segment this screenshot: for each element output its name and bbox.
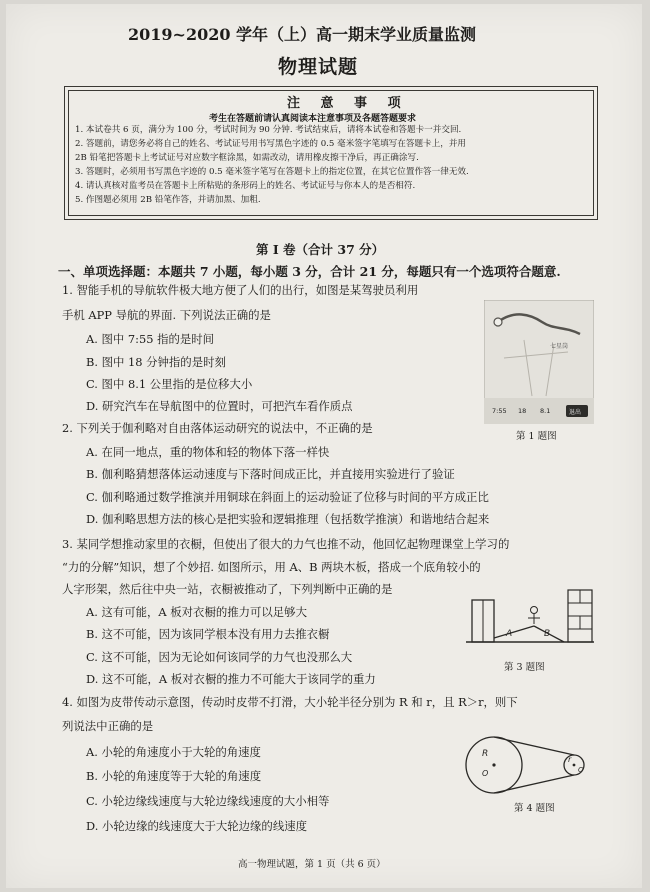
question-4-stem: 4. 如图为皮带传动示意图，传动时皮带不打滑，大小轮半径分别为 R 和 r，且 R＞r，则下 — [62, 695, 518, 709]
question-1-option-a: A. 图中 7:55 指的是时间 — [86, 332, 215, 346]
notice-box — [64, 86, 598, 220]
notice-item: 3. 答题时，必须用书写黑色字迹的 0.5 毫米签字笔写在答题卡上的指定位置，在其它位置作答一律无效. — [75, 167, 469, 177]
question-1-stem: 手机 APP 导航的界面. 下列说法正确的是 — [62, 308, 271, 322]
question-3-option-d: D. 这不可能，A 板对衣橱的推力不可能大于该同学的重力 — [86, 672, 376, 686]
figure-3-caption: 第 3 题图 — [504, 662, 545, 673]
exam-paper — [6, 4, 642, 888]
notice-item: 2. 答题前，请您务必将自己的姓名、考试证号用书写黑色字迹的 0.5 毫米签字笔填写在答题卡上，并用 — [75, 139, 467, 149]
notice-item: 5. 作图题必须用 2B 铅笔作答，并请加黑、加粗. — [75, 195, 261, 205]
question-1-option-c: C. 图中 8.1 公里指的是位移大小 — [86, 377, 253, 391]
question-1-stem: 1. 智能手机的导航软件极大地方便了人们的出行，如图是某驾驶员利用 — [62, 283, 419, 297]
big-radius-label: R — [482, 749, 489, 759]
notice-item: 2B 铅笔把答题卡上考试证号对应数字框涂黑，如需改动，请用橡皮擦干净后，再正确涂写. — [75, 153, 419, 163]
question-2-option-c: C. 伽利略通过数学推演并用铜球在斜面上的运动验证了位移与时间的平方成正比 — [86, 490, 489, 504]
question-3-stem: 3. 某同学想推动家里的衣橱，但使出了很大的力气也推不动，他回忆起物理课堂上学习的 — [62, 537, 510, 551]
notice-heading: 注 意 事 项 — [287, 96, 409, 111]
question-1-option-d: D. 研究汽车在导航图中的位置时，可把汽车看作质点 — [86, 399, 353, 413]
question-3-option-b: B. 这不可能，因为该同学根本没有用力去推衣橱 — [86, 627, 330, 641]
belt-drive-figure — [464, 732, 594, 798]
question-1-option-b: B. 图中 18 分钟指的是时刻 — [86, 355, 226, 369]
map-exit-button: 退出 — [569, 409, 582, 416]
map-minutes-value: 18 — [518, 407, 527, 415]
small-radius-label: r — [568, 755, 572, 764]
question-4-option-d: D. 小轮边缘的线速度大于大轮边缘的线速度 — [86, 819, 308, 833]
figure-1-caption: 第 1 题图 — [516, 431, 557, 442]
exam-subtitle: 物理试题 — [278, 56, 359, 78]
map-place-label: 七星岗 — [550, 343, 569, 350]
board-a-label: A — [506, 629, 513, 639]
small-center-label: O — [578, 766, 584, 774]
board-b-label: B — [544, 629, 551, 639]
exam-title: 2019~2020 学年（上）高一期末学业质量监测 — [128, 25, 477, 44]
figure-4-caption: 第 4 题图 — [514, 803, 555, 814]
wardrobe-push-figure — [464, 586, 596, 652]
question-4-option-c: C. 小轮边缘线速度与大轮边缘线速度的大小相等 — [86, 794, 330, 808]
question-3-option-a: A. 这有可能，A 板对衣橱的推力可以足够大 — [86, 605, 307, 619]
question-2-option-a: A. 在同一地点，重的物体和轻的物体下落一样快 — [86, 445, 330, 459]
navigation-map-figure — [484, 300, 594, 424]
question-3-stem: “力的分解”知识，想了个妙招. 如图所示，用 A、B 两块木板，搭成一个底角较小的 — [62, 560, 481, 574]
question-4-option-a: A. 小轮的角速度小于大轮的角速度 — [86, 745, 261, 759]
question-2-option-d: D. 伽利略思想方法的核心是把实验和逻辑推理（包括数学推演）和谐地结合起来 — [86, 512, 490, 526]
map-km-value: 8.1 — [540, 407, 551, 415]
notice-item: 1. 本试卷共 6 页，满分为 100 分，考试时间为 90 分钟. 考试结束后，请将本试卷和答题卡一并交回. — [75, 125, 462, 135]
question-3-stem: 人字形架，然后往中央一站，衣橱被推动了，下列判断中正确的是 — [62, 582, 393, 596]
map-time-value: 7:55 — [492, 407, 507, 415]
notice-subheading: 考生在答题前请认真阅读本注意事项及各题答题要求 — [209, 114, 417, 124]
page-footer: 高一物理试题，第 1 页（共 6 页） — [238, 859, 386, 870]
question-2-option-b: B. 伽利略猜想落体运动速度与下落时间成正比，并直接用实验进行了验证 — [86, 467, 455, 481]
question-4-option-b: B. 小轮的角速度等于大轮的角速度 — [86, 769, 262, 783]
question-2-stem: 2. 下列关于伽利略对自由落体运动研究的说法中，不正确的是 — [62, 421, 373, 435]
notice-item: 4. 请认真核对监考员在答题卡上所粘贴的条形码上的姓名、考试证号与你本人的是否相符. — [75, 181, 416, 191]
question-4-stem: 列说法中正确的是 — [62, 719, 154, 733]
big-center-label: O — [482, 769, 489, 778]
question-3-option-c: C. 这不可能，因为无论如何该同学的力气也没那么大 — [86, 650, 353, 664]
section-heading: 一、单项选择题：本题共 7 小题，每小题 3 分，合计 21 分，每题只有一个选项符合题意. — [58, 264, 561, 279]
part-title: 第 I 卷（合计 37 分） — [256, 242, 385, 257]
